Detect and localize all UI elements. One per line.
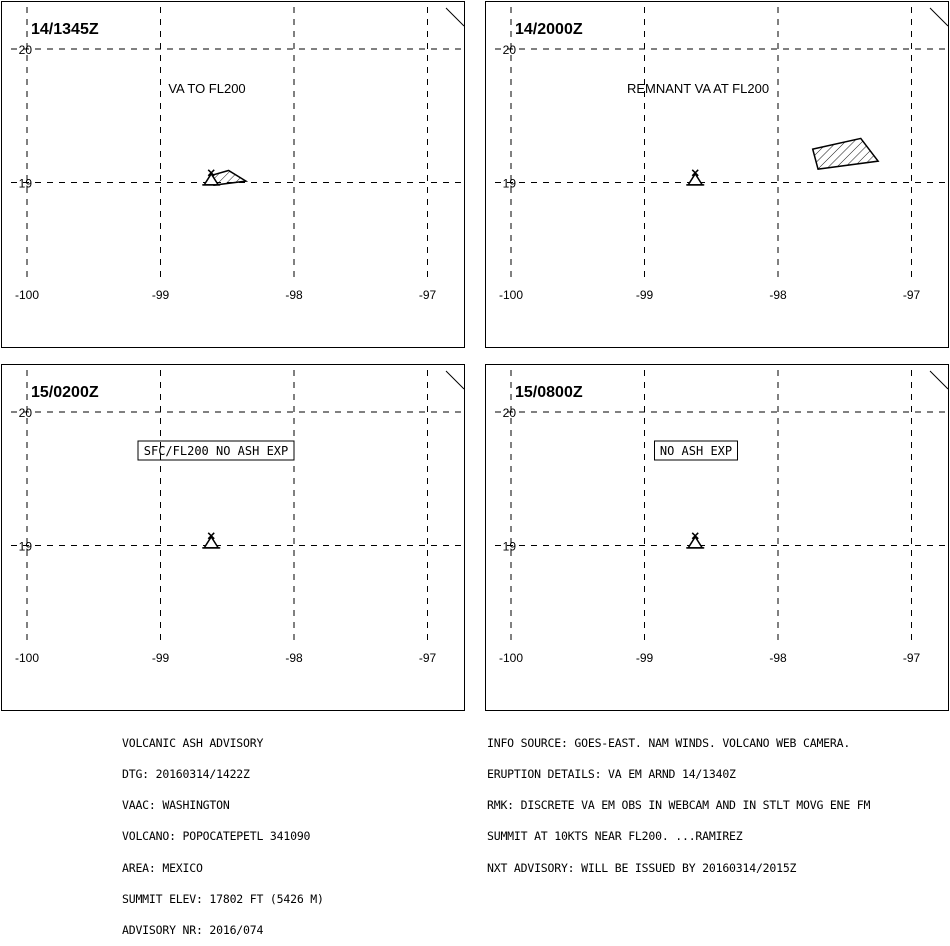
advisory-line: VOLCANO: POPOCATEPETL 341090 <box>122 829 311 844</box>
forecast-time: 15/0800Z <box>515 384 583 401</box>
latitude-label: 20 <box>18 406 32 420</box>
corner-mark <box>930 8 948 26</box>
map-panel-1 <box>1 1 465 348</box>
corner-mark <box>446 371 464 389</box>
map-panel-4 <box>485 364 949 711</box>
longitude-label: -99 <box>151 651 170 665</box>
longitude-label: -98 <box>769 651 787 665</box>
latitude-label: 19 <box>18 176 32 191</box>
advisory-line: NXT ADVISORY: WILL BE ISSUED BY 20160314/2015Z <box>487 860 797 875</box>
longitude-label: -99 <box>151 288 170 302</box>
advisory-line: RMK: DISCRETE VA EM OBS IN WEBCAM AND IN STLT MOVG ENE FM <box>487 798 871 813</box>
ash-status-label: SFC/FL200 NO ASH EXP <box>143 444 289 458</box>
longitude-label: -97 <box>418 651 437 665</box>
corner-mark <box>446 8 464 26</box>
map-panel-2 <box>485 1 949 348</box>
longitude-label: -98 <box>285 651 303 665</box>
longitude-label: -100 <box>498 651 524 665</box>
longitude-label: -100 <box>498 288 524 302</box>
volcano-icon <box>686 170 704 185</box>
latitude-label: 19 <box>502 539 516 554</box>
ash-status-label: VA TO FL200 <box>168 81 246 96</box>
advisory-line: INFO SOURCE: GOES-EAST. NAM WINDS. VOLCANO WEB CAMERA. <box>487 735 851 750</box>
forecast-panel-1 <box>1 1 465 348</box>
longitude-label: -97 <box>902 651 921 665</box>
longitude-label: -98 <box>769 288 787 302</box>
ash-status-box <box>138 441 294 460</box>
forecast-time: 14/2000Z <box>515 21 583 38</box>
advisory-line: ADVISORY NR: 2016/074 <box>122 923 264 938</box>
latitude-label: 20 <box>502 406 516 420</box>
longitude-label: -100 <box>14 651 40 665</box>
forecast-time: 15/0200Z <box>31 384 99 401</box>
ash-status-label: NO ASH EXP <box>659 444 733 458</box>
latitude-label: 19 <box>18 539 32 554</box>
volcano-icon <box>202 533 220 548</box>
forecast-panel-4 <box>485 364 949 711</box>
advisory-line: ERUPTION DETAILS: VA EM ARND 14/1340Z <box>487 767 736 782</box>
panel-border <box>486 2 949 348</box>
latitude-label: 20 <box>18 43 32 57</box>
latitude-label: 20 <box>502 43 516 57</box>
ash-status-box <box>655 441 738 460</box>
advisory-line: SUMMIT ELEV: 17802 FT (5426 M) <box>122 891 324 906</box>
advisory-line: VOLCANIC ASH ADVISORY <box>122 735 264 750</box>
longitude-label: -98 <box>285 288 303 302</box>
ash-cloud-area <box>813 138 878 169</box>
panel-border <box>486 365 949 711</box>
longitude-label: -100 <box>14 288 40 302</box>
advisory-line: SUMMIT AT 10KTS NEAR FL200. ...RAMIREZ <box>487 829 743 844</box>
ash-status-label: REMNANT VA AT FL200 <box>626 81 770 96</box>
advisory-line: DTG: 20160314/1422Z <box>122 767 250 782</box>
panel-border <box>2 365 465 711</box>
advisory-header-left <box>122 717 324 946</box>
longitude-label: -97 <box>902 288 921 302</box>
longitude-label: -97 <box>418 288 437 302</box>
advisory-line: VAAC: WASHINGTON <box>122 798 230 813</box>
latitude-label: 19 <box>502 176 516 191</box>
map-panel-3 <box>1 364 465 711</box>
longitude-label: -99 <box>635 651 654 665</box>
advisory-line: AREA: MEXICO <box>122 860 203 875</box>
advisory-details-right <box>487 717 870 883</box>
forecast-panel-2 <box>485 1 949 348</box>
forecast-panel-3 <box>1 364 465 711</box>
corner-mark <box>930 371 948 389</box>
forecast-time: 14/1345Z <box>31 21 99 38</box>
longitude-label: -99 <box>635 288 654 302</box>
volcano-icon <box>686 533 704 548</box>
